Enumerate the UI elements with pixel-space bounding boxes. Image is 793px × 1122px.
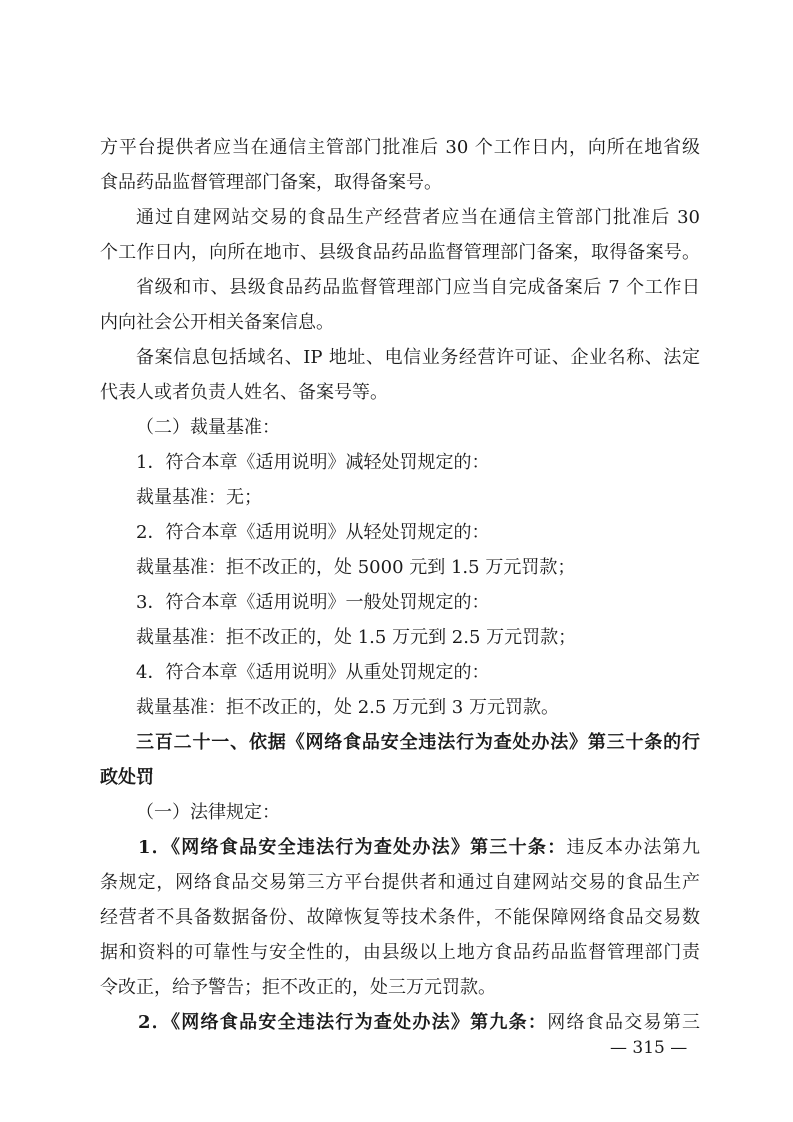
text-line: 令改正，给予警告；拒不改正的，处三万元罚款。 xyxy=(100,977,496,998)
text-line: 裁量基准：拒不改正的，处 2.5 万元到 3 万元罚款。 xyxy=(136,697,559,718)
text-line: 裁量基准：无； xyxy=(136,487,262,508)
clause-title: 2．《网络食品安全违法行为查处办法》第九条： xyxy=(138,1012,548,1033)
document-body xyxy=(100,138,700,1048)
text-line: 内向社会公开相关备案信息。 xyxy=(100,312,334,333)
text-line: 方平台提供者应当在通信主管部门批准后 30 个工作日内，向所在地省级 xyxy=(100,137,700,158)
text-line: 据和资料的可靠性与安全性的，由县级以上地方食品药品监督管理部门责 xyxy=(100,942,700,963)
text-line: 食品药品监督管理部门备案，取得备案号。 xyxy=(100,172,442,193)
text-line: 裁量基准：拒不改正的，处 5000 元到 1.5 万元罚款； xyxy=(136,557,576,578)
list-item: 3．符合本章《适用说明》一般处罚规定的： xyxy=(136,592,490,613)
page-number: — 315 — xyxy=(610,1038,688,1058)
list-item: 1．符合本章《适用说明》减轻处罚规定的： xyxy=(136,452,490,473)
article-heading: 政处罚 xyxy=(100,767,154,788)
text-line xyxy=(100,838,700,858)
list-item: 4．符合本章《适用说明》从重处罚规定的： xyxy=(136,662,490,683)
text-line: 省级和市、县级食品药品监督管理部门应当自完成备案后 7 个工作日 xyxy=(136,277,700,298)
text-line: 通过自建网站交易的食品生产经营者应当在通信主管部门批准后 30 xyxy=(136,207,700,228)
text-line: 经营者不具备数据备份、故障恢复等技术条件，不能保障网络食品交易数 xyxy=(100,907,700,928)
clause-text: 网络食品交易第三 xyxy=(547,1012,701,1033)
list-item: 2．符合本章《适用说明》从轻处罚规定的： xyxy=(136,522,490,543)
text-line: 裁量基准：拒不改正的，处 1.5 万元到 2.5 万元罚款； xyxy=(136,627,577,648)
text-line: 备案信息包括域名、IP 地址、电信业务经营许可证、企业名称、法定 xyxy=(136,347,700,368)
article-heading: 三百二十一、依据《网络食品安全违法行为查处办法》第三十条的行 xyxy=(136,732,700,753)
clause-title: 1．《网络食品安全违法行为查处办法》第三十条： xyxy=(138,837,567,858)
text-line: 代表人或者负责人姓名、备案号等。 xyxy=(100,382,388,403)
text-line xyxy=(100,1013,700,1033)
text-line: 个工作日内，向所在地市、县级食品药品监督管理部门备案，取得备案号。 xyxy=(100,242,700,263)
section-heading: （一）法律规定： xyxy=(136,802,280,823)
clause-text: 违反本办法第九 xyxy=(566,837,700,858)
section-heading: （二）裁量基准： xyxy=(136,417,280,438)
text-line: 条规定，网络食品交易第三方平台提供者和通过自建网站交易的食品生产 xyxy=(100,872,700,893)
